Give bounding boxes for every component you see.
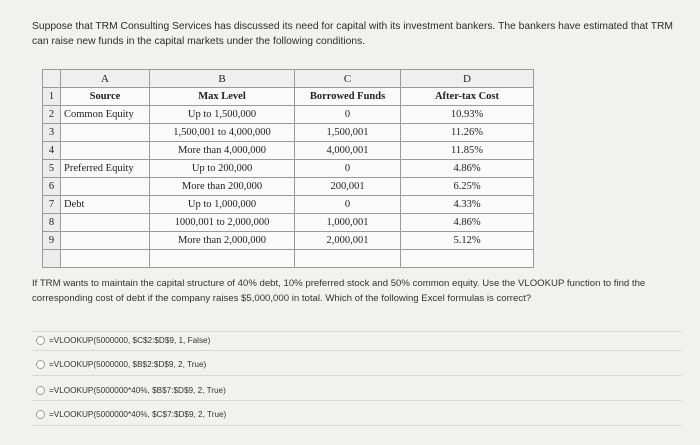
row-number — [43, 250, 61, 268]
cell-source: Debt — [61, 196, 150, 214]
cell-cost: 6.25% — [401, 178, 534, 196]
cell-source — [61, 178, 150, 196]
answer-option-1[interactable] — [36, 332, 210, 348]
cell-max-level: Up to 1,500,000 — [150, 106, 295, 124]
table-row — [43, 160, 534, 178]
cell-cost: 4.86% — [401, 214, 534, 232]
col-header-a: A — [61, 70, 150, 88]
cell-borrowed: 200,001 — [295, 178, 401, 196]
cell-max-level: 1,500,001 to 4,000,000 — [150, 124, 295, 142]
cell-cost: 4.86% — [401, 160, 534, 178]
divider — [32, 375, 682, 376]
row-number: 3 — [43, 124, 61, 142]
divider — [32, 425, 682, 426]
row-number: 5 — [43, 160, 61, 178]
cell-source: Preferred Equity — [61, 160, 150, 178]
row-number: 1 — [43, 88, 61, 106]
row-number: 4 — [43, 142, 61, 160]
cell-max-level — [150, 250, 295, 268]
cell-max-level-header: Max Level — [150, 88, 295, 106]
table-row — [43, 124, 534, 142]
option-label: =VLOOKUP(5000000*40%, $C$7:$D$9, 2, True) — [49, 409, 227, 419]
cell-max-level: More than 4,000,000 — [150, 142, 295, 160]
option-label: =VLOOKUP(5000000, $B$2:$D$9, 2, True) — [49, 359, 207, 369]
row-number: 8 — [43, 214, 61, 232]
cell-cost: 4.33% — [401, 196, 534, 214]
radio-button[interactable] — [36, 386, 45, 395]
cell-max-level: Up to 1,000,000 — [150, 196, 295, 214]
cell-cost: 11.85% — [401, 142, 534, 160]
table-row — [43, 142, 534, 160]
cell-max-level: Up to 200,000 — [150, 160, 295, 178]
divider — [32, 350, 682, 351]
option-label: =VLOOKUP(5000000*40%, $B$7:$D$9, 2, True) — [49, 385, 226, 395]
row-number: 9 — [43, 232, 61, 250]
col-header-b: B — [150, 70, 295, 88]
col-header-c: C — [295, 70, 401, 88]
cell-borrowed: 2,000,001 — [295, 232, 401, 250]
row-number: 2 — [43, 106, 61, 124]
cell-cost-header: After-tax Cost — [401, 88, 534, 106]
question-text: If TRM wants to maintain the capital structure of 40% debt, 10% preferred stock and 50% common equity. Use the VLOOKUP function to find the corresponding cost of debt if the company raises $5,000,000 in total. Which of the following Excel formulas is correct? — [32, 278, 646, 304]
cell-source — [61, 124, 150, 142]
cell-source-header: Source — [61, 88, 150, 106]
table-row — [43, 196, 534, 214]
cell-borrowed-header: Borrowed Funds — [295, 88, 401, 106]
corner-cell — [43, 70, 61, 88]
table-row — [43, 250, 534, 268]
cell-source — [61, 214, 150, 232]
spreadsheet-table — [42, 69, 534, 268]
table-row — [43, 214, 534, 232]
table-row — [43, 178, 534, 196]
cell-borrowed: 0 — [295, 160, 401, 178]
answer-option-2[interactable] — [36, 356, 206, 372]
cell-source — [61, 250, 150, 268]
cell-borrowed: 1,000,001 — [295, 214, 401, 232]
option-label: =VLOOKUP(5000000, $C$2:$D$9, 1, False) — [49, 335, 211, 345]
cell-borrowed: 4,000,001 — [295, 142, 401, 160]
cell-borrowed: 1,500,001 — [295, 124, 401, 142]
cell-source — [61, 142, 150, 160]
answer-option-3[interactable] — [36, 382, 226, 398]
cell-max-level: 1000,001 to 2,000,000 — [150, 214, 295, 232]
col-header-d: D — [401, 70, 534, 88]
cell-borrowed: 0 — [295, 106, 401, 124]
cell-max-level: More than 2,000,000 — [150, 232, 295, 250]
radio-button[interactable] — [36, 336, 45, 345]
cell-source: Common Equity — [61, 106, 150, 124]
cell-max-level: More than 200,000 — [150, 178, 295, 196]
problem-intro: Suppose that TRM Consulting Services has discussed its need for capital with its investment bankers. The bankers have estimated that TRM can raise new funds in the capital markets under the following conditions. — [32, 21, 674, 47]
column-header-row — [43, 70, 534, 88]
row-number: 7 — [43, 196, 61, 214]
cell-source — [61, 232, 150, 250]
radio-button[interactable] — [36, 360, 45, 369]
row-number: 6 — [43, 178, 61, 196]
cell-cost: 5.12% — [401, 232, 534, 250]
cell-borrowed: 0 — [295, 196, 401, 214]
table-row — [43, 232, 534, 250]
cell-cost — [401, 250, 534, 268]
answer-option-4[interactable] — [36, 406, 226, 422]
table-row — [43, 88, 534, 106]
radio-button[interactable] — [36, 410, 45, 419]
divider — [32, 400, 682, 401]
cell-borrowed — [295, 250, 401, 268]
cell-cost: 11.26% — [401, 124, 534, 142]
cell-cost: 10.93% — [401, 106, 534, 124]
table-row — [43, 106, 534, 124]
